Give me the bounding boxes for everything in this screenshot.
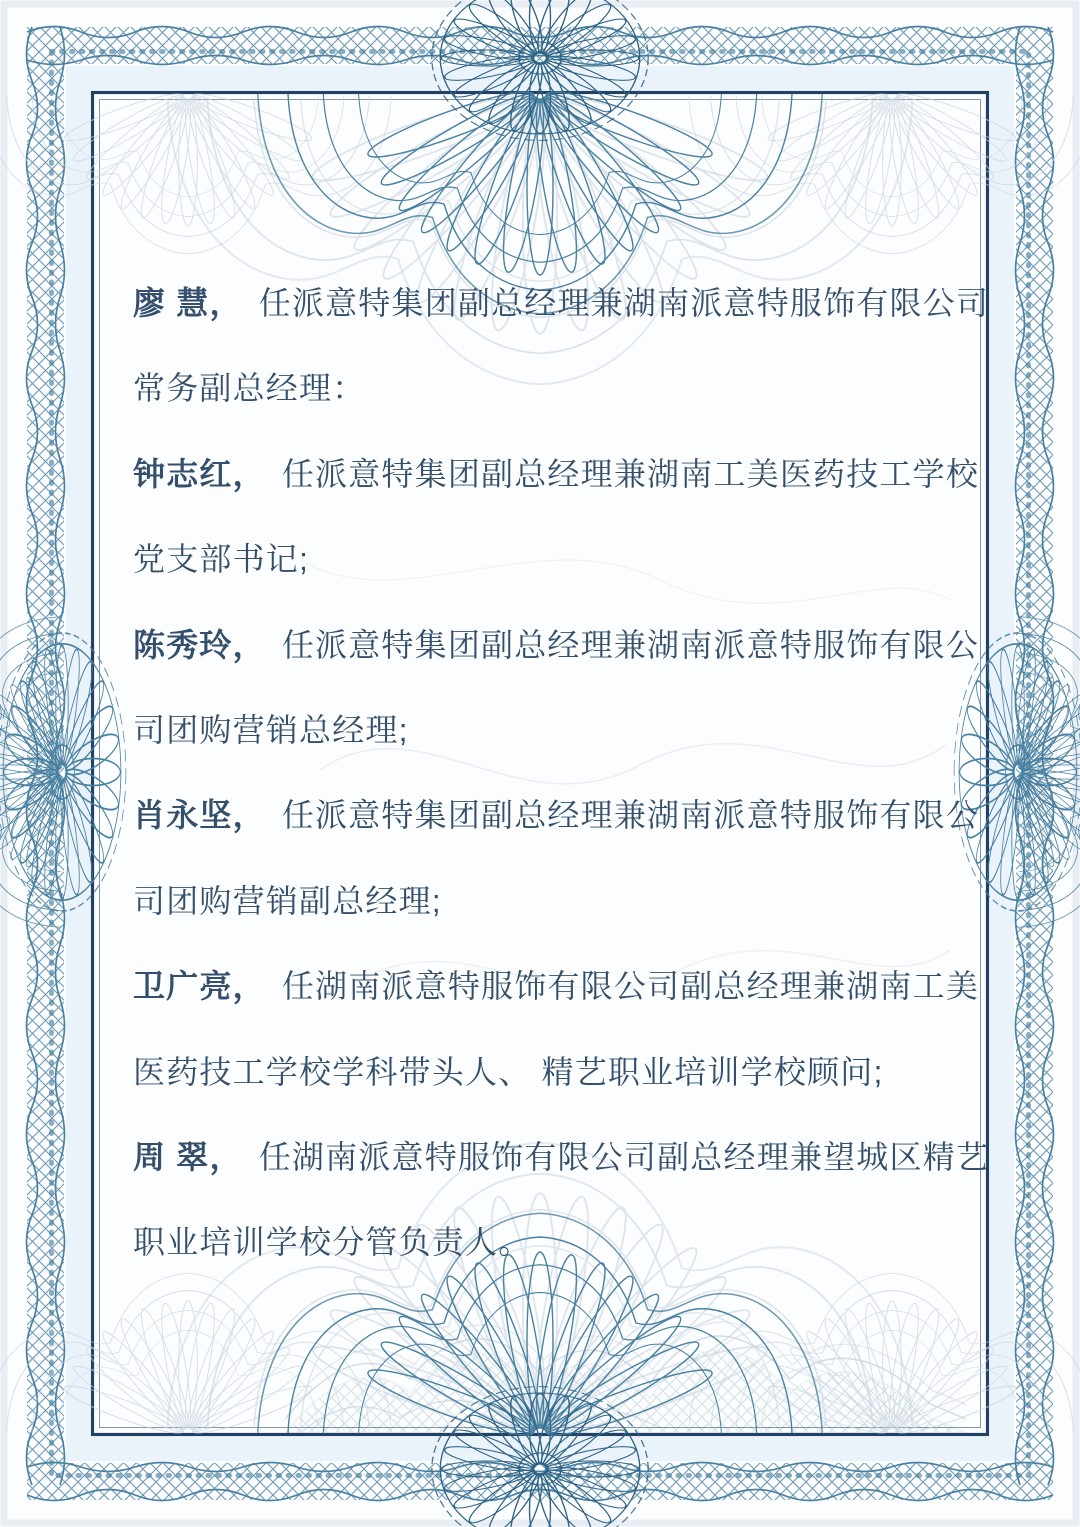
appointment-line <box>133 773 978 858</box>
person-name: 周 翠， <box>133 1138 243 1175</box>
appointment-line <box>133 1115 990 1200</box>
appointment-text: 任派意特集团副总经理兼湖南派意特服饰有限公 <box>281 797 980 834</box>
appointment-line: 党支部书记; <box>133 541 310 578</box>
appointment-text: 任派意特集团副总经理兼湖南工美医药技工学校 <box>281 455 980 492</box>
appointment-line <box>133 432 978 517</box>
appointment-text: 任派意特集团副总经理兼湖南派意特服饰有限公 <box>281 626 980 663</box>
person-name: 肖永坚， <box>133 797 266 834</box>
appointment-line: 常务副总经理： <box>133 370 366 407</box>
appointment-line <box>133 944 978 1029</box>
appointment-line <box>133 603 978 688</box>
appointment-line: 医药技工学校学科带头人、 精艺职业培训学校顾问; <box>133 1053 884 1090</box>
appointment-line: 职业培训学校分管负责人。 <box>133 1224 532 1261</box>
person-name: 钟志红， <box>133 455 266 492</box>
person-name: 卫广亮， <box>133 968 266 1005</box>
appointment-text: 任湖南派意特服饰有限公司副总经理兼望城区精艺 <box>258 1138 990 1175</box>
appointment-line: 司团购营销总经理; <box>133 711 409 748</box>
appointment-text: 任派意特集团副总经理兼湖南派意特服饰有限公司 <box>258 285 990 321</box>
appointment-text: 任湖南派意特服饰有限公司副总经理兼湖南工美 <box>281 968 980 1005</box>
person-name: 陈秀玲， <box>133 626 266 663</box>
appointment-line: 司团购营销副总经理; <box>133 882 442 919</box>
person-name: 廖 慧， <box>133 285 243 321</box>
appointment-list <box>133 261 990 1286</box>
appointment-line <box>133 261 990 346</box>
